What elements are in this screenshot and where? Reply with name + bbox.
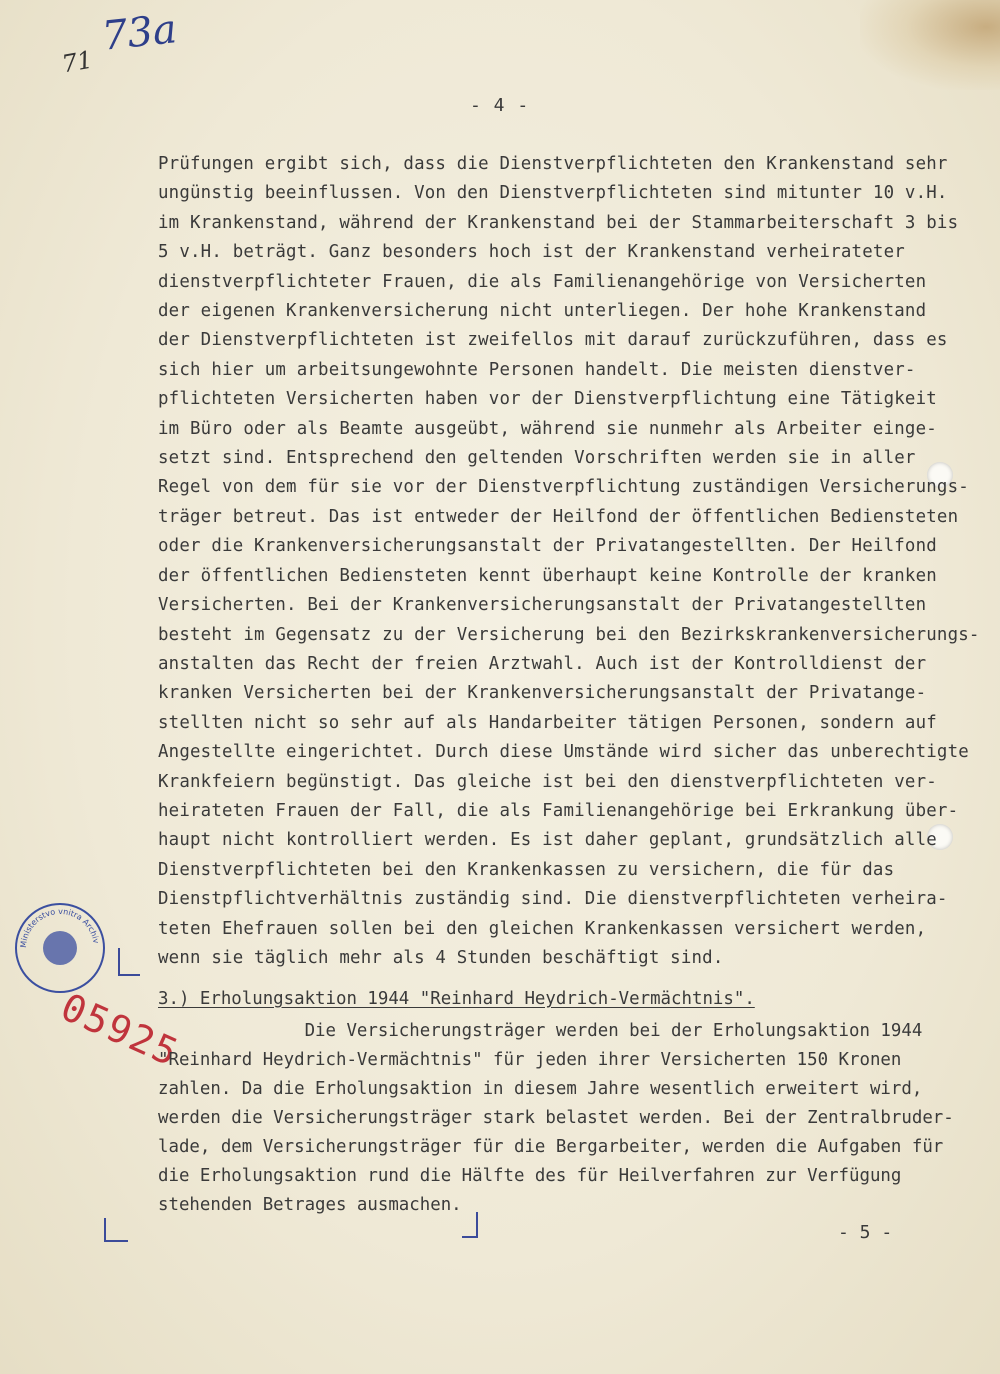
text-line: wenn sie täglich mehr als 4 Stunden beschäftigt sind. [158,947,724,968]
text-line: Angestellte eingerichtet. Durch diese Umstände wird sicher das unberechtigte [158,742,969,763]
text-line: 5 v.H. beträgt. Ganz besonders hoch ist der Krankenstand verheirateter [158,242,905,263]
section-3 [158,985,958,1220]
text-line: stehenden Betrages ausmachen. [158,1195,462,1215]
text-line: im Krankenstand, während der Krankenstand bei der Stammarbeiterschaft 3 bis [158,212,959,233]
text-line: der eigenen Krankenversicherung nicht unterliegen. Der hohe Krankenstand [158,301,927,322]
text-line: pflichteten Versicherten haben vor der Dienstverpflichtung eine Tätigkeit [158,389,937,410]
text-line: Versicherten. Bei der Krankenversicherungsanstalt der Privatangestellten [158,595,927,616]
text-line: Prüfungen ergibt sich, dass die Dienstverpflichteten den Krankenstand sehr [158,154,948,174]
text-line: zahlen. Da die Erholungsaktion in diesem Jahre wesentlich erweitert wird, [158,1079,923,1099]
text-line: Regel von dem für sie vor der Dienstverpflichtung zuständigen Versicherungs- [158,477,969,498]
text-line: Die Versicherungsträger werden bei der Erholungsaktion 1944 [158,1021,923,1041]
section-paragraph [158,1017,958,1220]
text-line: "Reinhard Heydrich-Vermächtnis" für jeden ihrer Versicherten 150 Kronen [158,1050,902,1070]
text-line: ungünstig beeinflussen. Von den Dienstverpflichteten sind mitunter 10 v.H. [158,183,948,204]
red-archive-stamp: 05925 [54,984,186,1076]
paper-stain [860,0,1000,90]
text-line: stellten nicht so sehr auf als Handarbeiter tätigen Personen, sondern auf [158,712,937,733]
section-heading: 3.) Erholungsaktion 1944 "Reinhard Heydrich-Vermächtnis". [158,989,755,1009]
text-line: lade, dem Versicherungsträger für die Bergarbeiter, werden die Aufgaben für [158,1137,944,1157]
margin-bracket-bottom-left [104,1218,128,1242]
text-line: Dienstverpflichteten bei den Krankenkassen zu versichern, die für das [158,859,895,880]
small-handwritten-mark: 71 [59,45,95,79]
text-line: die Erholungsaktion rund die Hälfte des für Heilverfahren zur Verfügung [158,1166,902,1186]
svg-text:Ministerstvo vnitra Archiv: Ministerstvo vnitra Archiv [18,906,101,949]
page-number: - 4 - [470,95,530,116]
text-line: anstalten das Recht der freien Arztwahl. Auch ist der Kontrolldienst der [158,653,927,674]
text-line: Krankfeiern begünstigt. Das gleiche ist bei den dienstverpflichteten ver- [158,771,937,792]
body-text [158,150,980,973]
text-line: besteht im Gegensatz zu der Versicherung bei den Bezirkskrankenversicherungs- [158,624,980,645]
text-line: teten Ehefrauen sollen bei den gleichen Krankenkassen versichert werden, [158,918,927,939]
text-line: oder die Krankenversicherungsanstalt der Privatangestellten. Der Heilfond [158,536,937,557]
text-line: setzt sind. Entsprechend den geltenden Vorschriften werden sie in aller [158,448,916,469]
text-line: sich hier um arbeitsungewohnte Personen handelt. Die meisten dienstver- [158,359,916,380]
archive-number-handwritten: 73a [99,6,179,60]
margin-bracket-left [118,948,140,976]
text-line: haupt nicht kontrolliert werden. Es ist daher geplant, grundsätzlich alle [158,830,937,851]
text-line: werden die Versicherungsträger stark belastet werden. Bei der Zentralbruder- [158,1108,954,1128]
text-line: dienstverpflichteter Frauen, die als Familienangehörige von Versicherten [158,271,927,292]
text-line: Dienstpflichtverhältnis zuständig sind. Die dienstverpflichteten verheira- [158,889,948,910]
text-line: kranken Versicherten bei der Krankenversicherungsanstalt der Privatange- [158,683,927,704]
text-line: im Büro oder als Beamte ausgeübt, während sie nunmehr als Arbeiter einge- [158,418,937,439]
text-line: heirateten Frauen der Fall, die als Familienangehörige bei Erkrankung über- [158,800,959,821]
archive-seal-stamp [12,900,108,996]
next-page-marker: - 5 - [838,1222,893,1243]
text-line: der Dienstverpflichteten ist zweifellos mit darauf zurückzuführen, dass es [158,330,948,351]
text-line: der öffentlichen Bediensteten kennt überhaupt keine Kontrolle der kranken [158,565,937,586]
text-line: träger betreut. Das ist entweder der Heilfond der öffentlichen Bediensteten [158,506,959,527]
